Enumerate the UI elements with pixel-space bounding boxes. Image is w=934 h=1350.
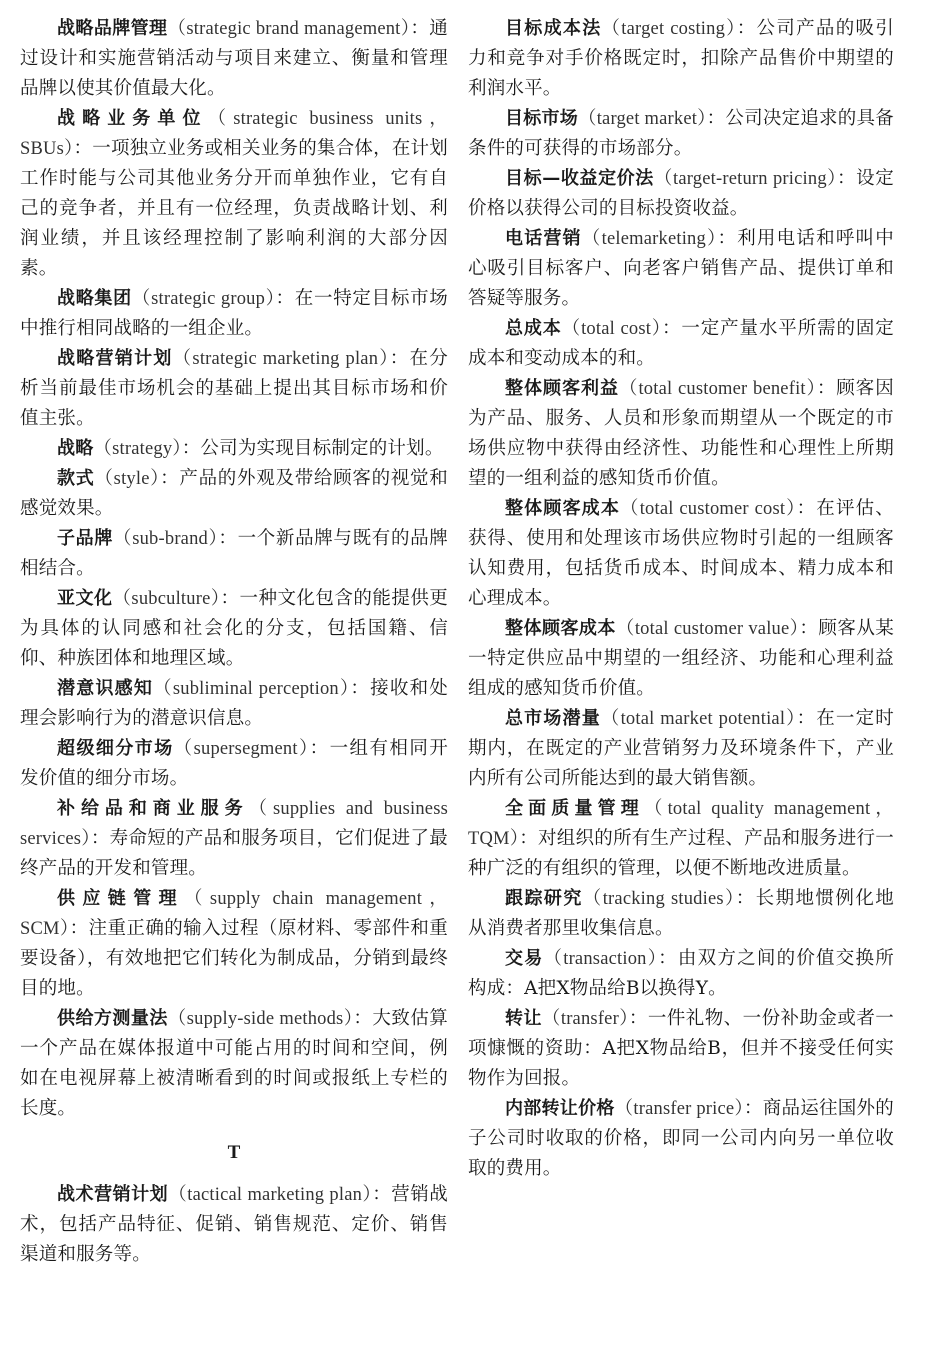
entry-definition: ：大致估算一个产品在媒体报道中可能占用的时间和空间，例如在电视屏幕上被清晰看到的时间或报纸上专栏的长度。 [20,1008,448,1119]
entry-english-term: （supersegment） [173,739,310,759]
glossary-entry [20,794,448,884]
entry-definition: ：顾客从某一特定供应品中期望的一组经济、功能和心理利益组成的感知货币价值。 [468,618,894,699]
glossary-entry [468,1004,894,1094]
entry-definition: ：一定产量水平所需的固定成本和变动成本的和。 [468,318,894,369]
glossary-entry [468,224,894,314]
glossary-entry [20,344,448,434]
entry-definition: ：一件礼物、一份补助金或者一项慷慨的资助：A把X物品给B，但并不接受任何实物作为回报。 [468,1008,894,1089]
entry-english-term: （transfer） [541,1009,629,1029]
entry-definition: ：在一定时期内，在既定的产业营销努力及环境条件下，产业内所有公司所能达到的最大销售额。 [468,708,894,789]
glossary-entry [20,884,448,1004]
entry-definition: ：公司产品的吸引力和竞争对手价格既定时，扣除产品售价中期望的利润水平。 [468,18,895,99]
glossary-entry [20,434,448,464]
entry-term: 补给品和商业服务 [57,798,249,819]
glossary-entry [468,374,894,494]
entry-definition: ：寿命短的产品和服务项目，它们促进了最终产品的开发和管理。 [20,828,448,879]
entry-term: 亚文化 [57,588,113,609]
entry-english-term: （tracking studies） [582,889,736,909]
right-entries [468,14,894,1184]
entry-term: 转让 [505,1008,542,1029]
entry-definition: ：设定价格以获得公司的目标投资收益。 [468,168,894,219]
glossary-entry [468,314,894,374]
entry-term: 超级细分市场 [57,738,174,759]
entry-definition: ：一种文化包含的能提供更为具体的认同感和社会化的分支，包括国籍、信仰、种族团体和地理区域。 [20,588,449,669]
entry-term: 总市场潜量 [505,708,601,729]
glossary-entry [20,524,448,584]
entry-english-term: （tactical marketing plan） [168,1185,373,1205]
left-entries-after-section [20,1180,448,1270]
entry-english-term: （strategic group） [131,289,276,309]
entry-term: 供应链管理 [57,888,185,909]
entry-term: 全面质量管理 [505,798,644,819]
entry-english-term: （supply chain management，SCM） [20,889,448,939]
entry-english-term: （strategy） [93,439,182,459]
glossary-entry [468,794,894,884]
glossary-entry [468,704,894,794]
entry-english-term: （target market） [577,109,707,129]
entry-english-term: （total customer benefit） [618,379,817,399]
entry-term: 战略 [57,438,94,459]
glossary-entry [20,104,448,284]
entry-definition: ：公司为实现目标制定的计划。 [181,438,444,459]
entry-term: 战略集团 [57,288,132,309]
entry-definition: ：由双方之间的价值交换所构成：A把X物品给B以换得Y。 [468,948,894,999]
entry-definition: ：接收和处理会影响行为的潜意识信息。 [20,678,448,729]
entry-term: 子品牌 [57,528,114,549]
entry-english-term: （total customer cost） [620,499,797,519]
entry-definition: ：产品的外观及带给顾客的视觉和感觉效果。 [20,468,448,519]
entry-term: 款式 [57,468,95,489]
entry-definition: ：利用电话和呼叫中心吸引目标客户、向老客户销售产品、提供订单和答疑等服务。 [468,228,894,309]
entry-term: 跟踪研究 [505,888,583,909]
entry-term: 整体顾客成本 [505,618,616,639]
entry-english-term: （strategic business units，SBUs） [20,109,449,159]
glossary-entry [468,104,894,164]
glossary-entry [468,614,894,704]
entry-definition: ：一组有相同开发价值的细分市场。 [20,738,449,789]
entry-definition: ：在一特定目标市场中推行相同战略的一组企业。 [20,288,448,339]
entry-definition: ：对组织的所有生产过程、产品和服务进行一种广泛的有组织的管理，以便不断地改进质量。 [468,828,894,879]
entry-term: 战略业务单位 [57,108,208,129]
left-entries [20,14,448,1124]
glossary-entry [20,674,448,734]
entry-definition: ：公司决定追求的具备条件的可获得的市场部分。 [468,108,894,159]
entry-english-term: （subliminal perception） [153,679,351,699]
entry-definition: ：通过设计和实施营销活动与项目来建立、衡量和管理品牌以使其价值最大化。 [20,18,448,99]
entry-term: 内部转让价格 [505,1098,615,1119]
entry-definition: ：营销战术，包括产品特征、促销、销售规范、定价、销售渠道和服务等。 [20,1184,448,1265]
entry-term: 整体顾客利益 [505,378,619,399]
glossary-entry [20,284,448,344]
entry-english-term: （supply-side methods） [167,1009,354,1029]
entry-term: 总成本 [505,318,562,339]
entry-english-term: （strategic brand management） [167,19,411,39]
entry-term: 电话营销 [505,228,582,249]
entry-term: 战略营销计划 [57,348,173,369]
glossary-entry [468,884,894,944]
entry-english-term: （subculture） [112,589,221,609]
glossary-entry [20,734,448,794]
entry-english-term: （sub-brand） [113,529,219,549]
entry-definition: ：顾客因为产品、服务、人员和形象而期望从一个既定的市场供应物中获得由经济性、功能性和心理性上所期望的一组利益的感知货币价值。 [468,378,894,489]
entry-english-term: （total quality management，TQM） [468,799,894,849]
entry-english-term: （telemarketing） [581,229,718,249]
glossary-entry [20,464,448,524]
entry-definition: ：长期地惯例化地从消费者那里收集信息。 [468,888,894,939]
entry-english-term: （target costing） [601,19,737,39]
entry-definition: ：在分析当前最佳市场机会的基础上提出其目标市场和价值主张。 [20,348,448,429]
glossary-entry [468,494,894,614]
glossary-entry [468,164,894,224]
entry-definition: ：一项独立业务或相关业务的集合体，在计划工作时能与公司其他业务分开而单独作业，它有自己的竞争者，并且有一位经理，负责战略计划、利润业绩，并且该经理控制了影响利润的大部分因素。 [20,138,448,279]
entry-term: 整体顾客成本 [505,498,621,519]
entry-term: 交易 [505,948,544,969]
entry-english-term: （total customer value） [615,619,800,639]
entry-term: 供给方测量法 [57,1008,168,1029]
left-column [20,14,448,1270]
entry-term: 目标市场 [505,108,578,129]
entry-definition: ：注重正确的输入过程（原材料、零部件和重要设备），有效地把它们转化为制成品，分销到最终目的地。 [20,918,448,999]
glossary-entry [20,1180,448,1270]
entry-term: 战略品牌管理 [57,18,168,39]
entry-term: 战术营销计划 [57,1184,169,1205]
entry-english-term: （supplies and business services） [20,799,448,849]
entry-english-term: （total market potential） [600,709,797,729]
entry-definition: ：在评估、获得、使用和处理该市场供应物时引起的一组顾客认知费用，包括货币成本、时间成本、精力成本和心理成本。 [468,498,894,609]
entry-english-term: （transaction） [543,949,659,969]
glossary-entry [20,1004,448,1124]
entry-term: 目标—收益定价法 [505,168,654,189]
section-letter-heading: T [227,1142,241,1163]
glossary-entry [20,14,448,104]
entry-definition: ：商品运往国外的子公司时收取的价格，即同一公司内向另一单位收取的费用。 [468,1098,894,1179]
glossary-entry [468,944,894,1004]
entry-term: 目标成本法 [505,18,602,39]
entry-definition: ：一个新品牌与既有的品牌相结合。 [20,528,448,579]
entry-english-term: （transfer price） [614,1099,744,1119]
entry-english-term: （style） [94,469,161,489]
glossary-entry [468,1094,894,1184]
glossary-entry [468,14,894,104]
entry-english-term: （target-return pricing） [653,169,838,189]
glossary-entry [20,584,448,674]
right-column [468,14,894,1184]
entry-english-term: （strategic marketing plan） [172,349,390,369]
entry-term: 潜意识感知 [57,678,154,699]
entry-english-term: （total cost） [561,319,662,339]
